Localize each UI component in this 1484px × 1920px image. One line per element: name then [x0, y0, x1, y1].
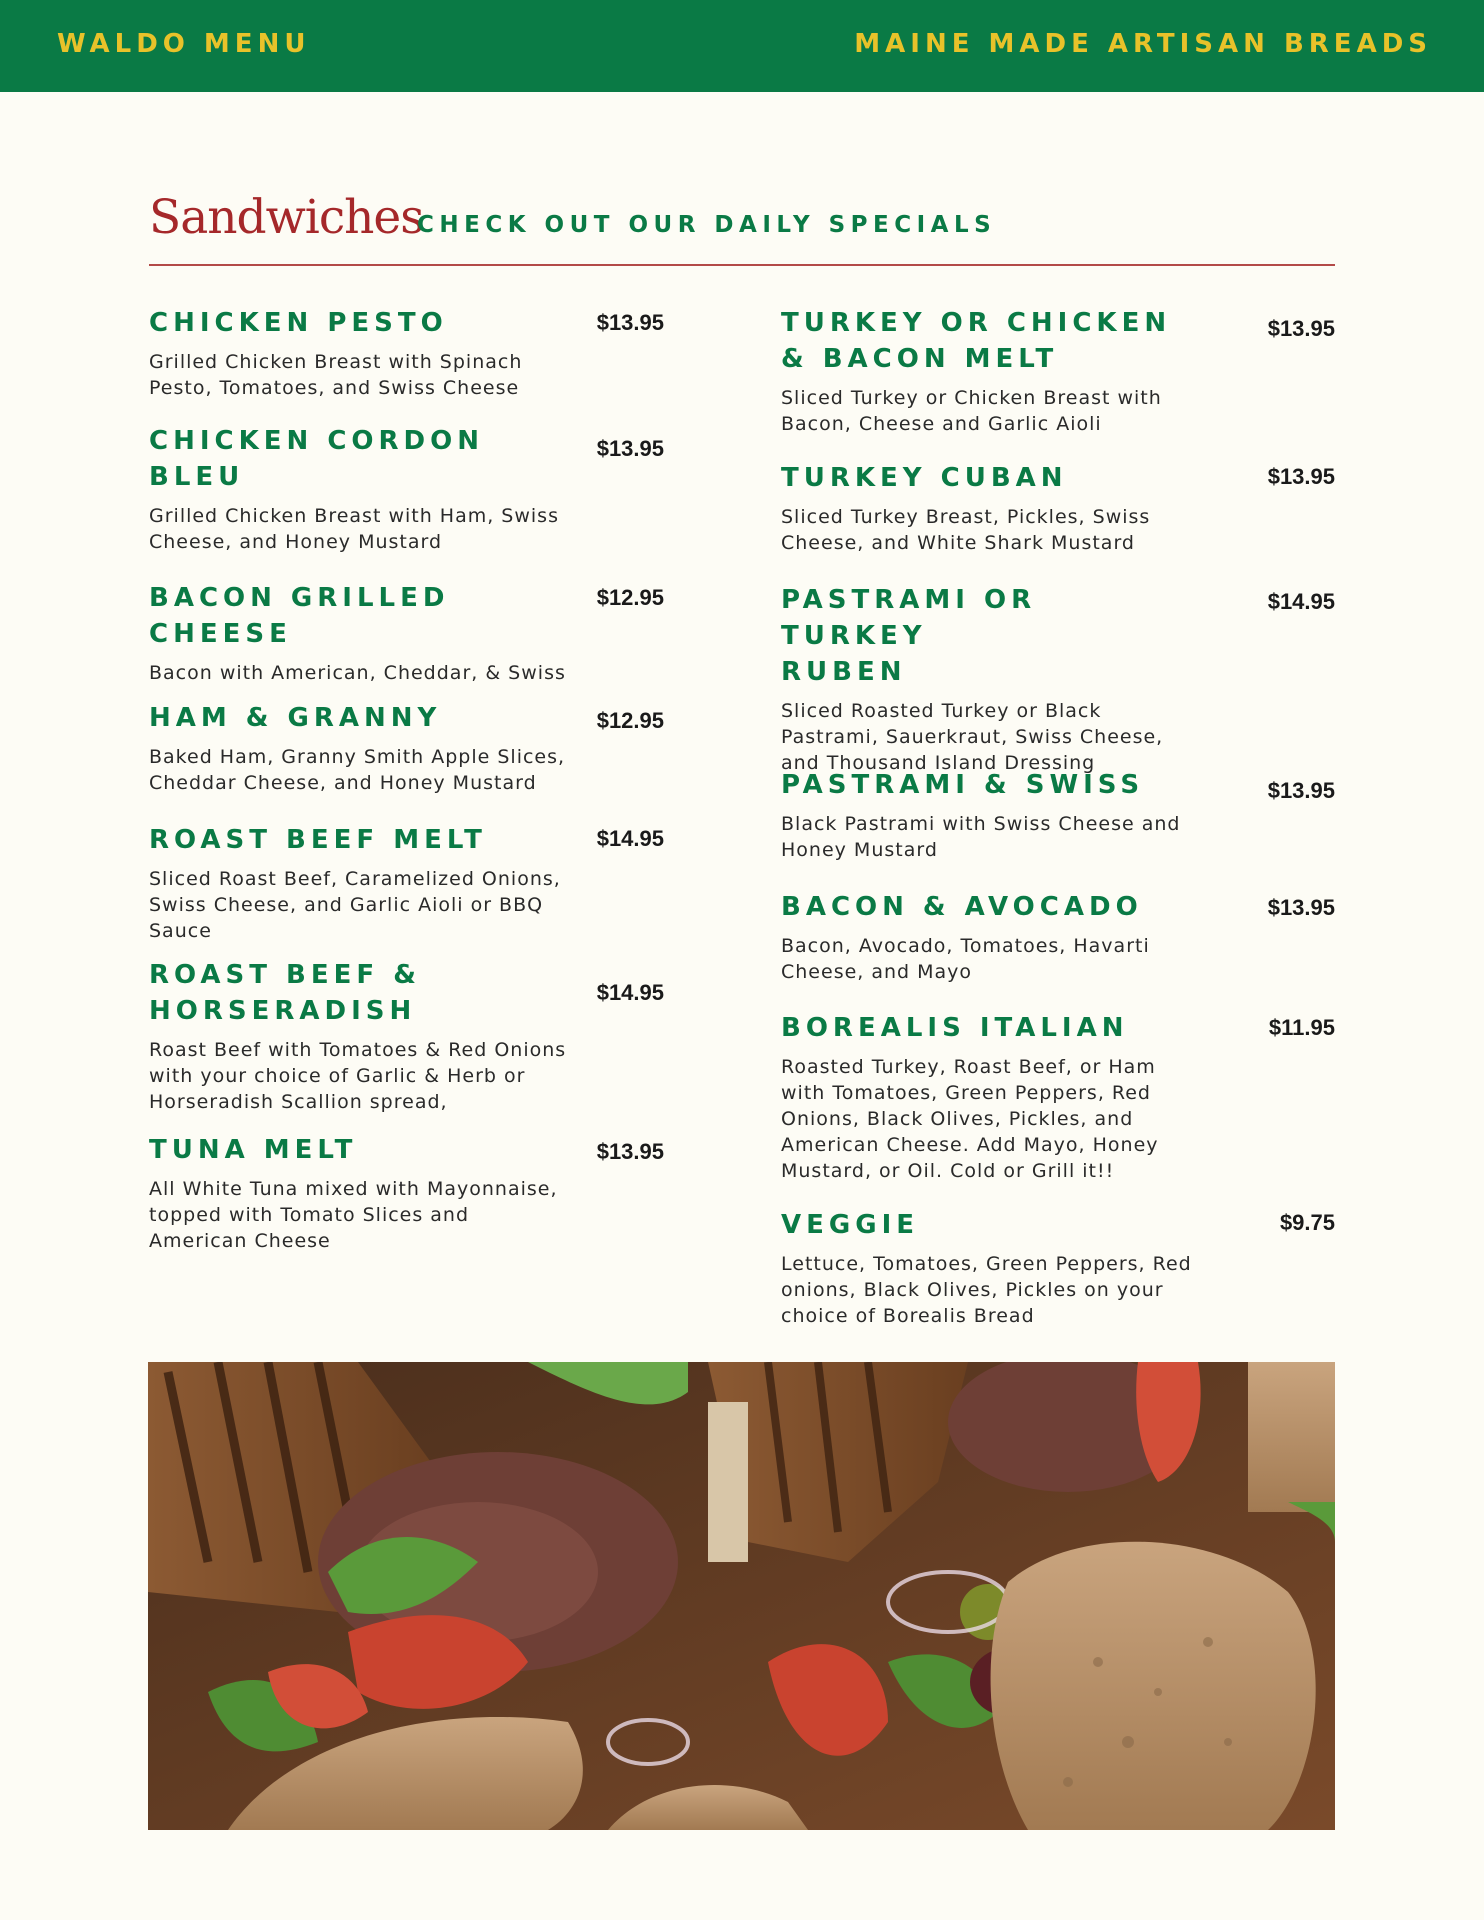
menu-item-roast-beef-melt	[149, 822, 579, 944]
item-name: CHICKEN CORDON BLEU	[149, 426, 484, 492]
menu-item-ham-granny	[149, 700, 579, 796]
item-price: $14.95	[596, 826, 664, 851]
item-name: VEGGIE	[781, 1210, 919, 1240]
item-name: BACON & AVOCADO	[781, 892, 1143, 922]
item-price: $9.75	[1279, 1210, 1335, 1235]
menu-item-chicken-pesto	[149, 305, 579, 401]
menu-item-borealis-italian	[781, 1010, 1201, 1184]
item-name: HAM & GRANNY	[149, 703, 442, 733]
item-description: Grilled Chicken Breast with Ham, Swiss Cheese, and Honey Mustard	[149, 505, 559, 553]
item-price: $13.95	[596, 310, 664, 335]
section-subtitle: CHECK OUT OUR DAILY SPECIALS	[417, 212, 997, 238]
item-description: Lettuce, Tomatoes, Green Peppers, Red onions, Black Olives, Pickles on your choice of Borealis Bread	[781, 1253, 1192, 1327]
item-name: TURKEY CUBAN	[781, 463, 1068, 493]
item-name: TURKEY OR CHICKEN & BACON MELT	[781, 308, 1172, 374]
item-name: CHICKEN PESTO	[149, 308, 448, 338]
item-description: Sliced Turkey Breast, Pickles, Swiss Cheese, and White Shark Mustard	[781, 506, 1151, 554]
menu-item-tuna-melt	[149, 1132, 579, 1254]
item-description: Sliced Turkey or Chicken Breast with Bacon, Cheese and Garlic Aioli	[781, 387, 1162, 435]
item-price: $13.95	[596, 1139, 664, 1164]
menu-item-chicken-cordon-bleu	[149, 423, 579, 555]
section-title: Sandwiches	[149, 190, 424, 245]
item-name: ROAST BEEF & HORSERADISH	[149, 960, 421, 1026]
item-name: BACON GRILLED CHEESE	[149, 583, 450, 649]
item-price: $14.95	[596, 980, 664, 1005]
menu-item-pastrami-turkey-ruben	[781, 582, 1201, 776]
item-price: $12.95	[596, 708, 664, 733]
item-name: PASTRAMI OR TURKEY RUBEN	[781, 585, 1037, 687]
menu-item-turkey-cuban	[781, 460, 1201, 556]
item-description: Sliced Roast Beef, Caramelized Onions, Swiss Cheese, and Garlic Aioli or BBQ Sauce	[149, 868, 561, 942]
header-left-text: WALDO MENU	[57, 29, 311, 59]
menu-item-roast-beef-horseradish	[149, 957, 579, 1115]
item-description: Baked Ham, Granny Smith Apple Slices, Cheddar Cheese, and Honey Mustard	[149, 746, 566, 794]
item-price: $13.95	[596, 436, 664, 461]
item-name: BOREALIS ITALIAN	[781, 1013, 1129, 1043]
item-description: Bacon with American, Cheddar, & Swiss	[149, 662, 566, 684]
header-right-text: MAINE MADE ARTISAN BREADS	[854, 29, 1432, 59]
item-description: All White Tuna mixed with Mayonnaise, topped with Tomato Slices and American Cheese	[149, 1178, 558, 1252]
item-name: PASTRAMI & SWISS	[781, 770, 1145, 800]
menu-item-bacon-avocado	[781, 889, 1201, 985]
item-price: $12.95	[596, 585, 664, 610]
item-description: Grilled Chicken Breast with Spinach Pesto, Tomatoes, and Swiss Cheese	[149, 351, 523, 399]
item-description: Roast Beef with Tomatoes & Red Onions with your choice of Garlic & Herb or Horseradish Scallion spread,	[149, 1039, 567, 1113]
item-price: $11.95	[1268, 1015, 1335, 1040]
item-description: Roasted Turkey, Roast Beef, or Ham with Tomatoes, Green Peppers, Red Onions, Black Olives, Pickles, and American Cheese. Add Mayo, Honey Mustard, or Oil. Cold or Grill it!!	[781, 1056, 1159, 1182]
item-description: Bacon, Avocado, Tomatoes, Havarti Cheese, and Mayo	[781, 935, 1150, 983]
top-banner	[0, 0, 1484, 92]
item-price: $13.95	[1267, 316, 1335, 341]
menu-item-pastrami-swiss	[781, 767, 1201, 863]
item-name: TUNA MELT	[149, 1135, 358, 1165]
menu-item-bacon-grilled-cheese	[149, 580, 579, 686]
item-price: $13.95	[1267, 464, 1335, 489]
menu-item-turkey-chicken-bacon-melt	[781, 305, 1201, 437]
menu-item-veggie	[781, 1207, 1201, 1329]
item-name: ROAST BEEF MELT	[149, 825, 487, 855]
item-price: $13.95	[1267, 895, 1335, 920]
item-price: $14.95	[1267, 589, 1335, 614]
sandwich-photo	[148, 1362, 1335, 1830]
item-description: Black Pastrami with Swiss Cheese and Honey Mustard	[781, 813, 1181, 861]
divider	[149, 264, 1335, 266]
item-description: Sliced Roasted Turkey or Black Pastrami, Sauerkraut, Swiss Cheese, and Thousand Island Dressing	[781, 700, 1164, 774]
item-price: $13.95	[1267, 778, 1335, 803]
